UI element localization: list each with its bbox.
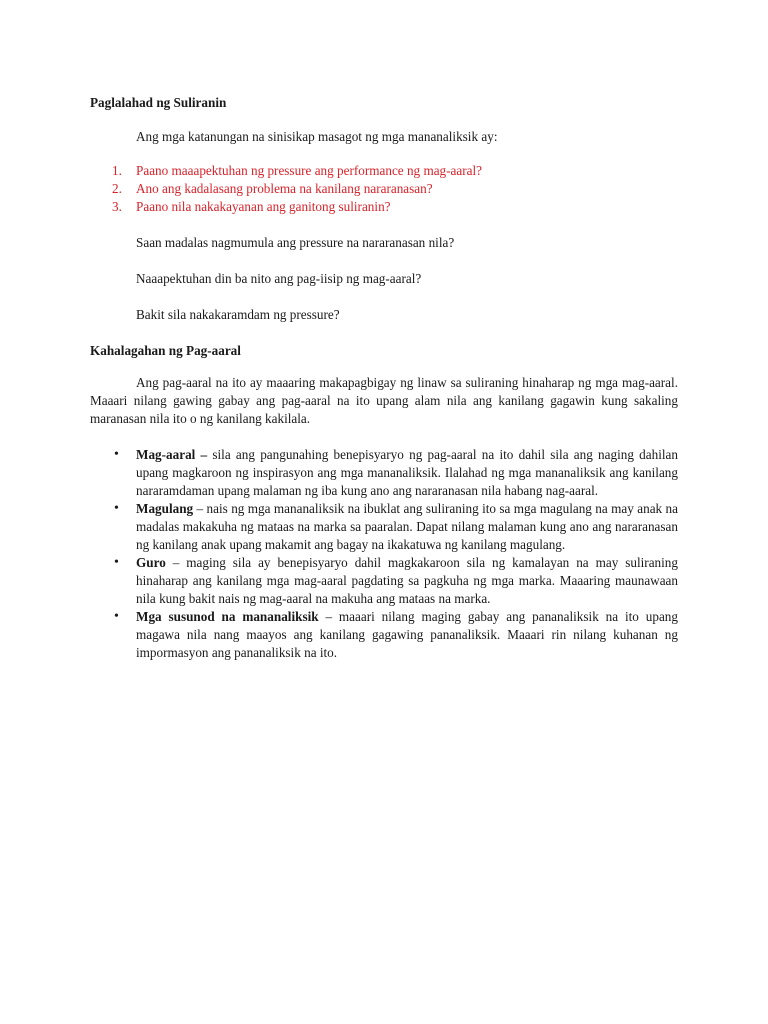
list-item: • Magulang – nais ng mga mananaliksik na ibuklat ang suliraning ito sa mga magulang na may anak na madalas makakuha ng mataas na marka sa paaralan. Dapat nilang malaman kung ano ang nararanasan ng kanilang anak upang makamit ang bagay na ikakatuwa ng kanilang magulang. [114, 501, 678, 552]
beneficiaries-list [90, 446, 678, 662]
bullet-icon: • [114, 501, 119, 516]
sub-question: Bakit sila nakakaramdam ng pressure? [136, 307, 340, 322]
list-item: • Guro – maging sila ay benepisyaryo dahil magkakaroon sila ng kamalayan na may suliraning hinaharap ang kanilang mga mag-aaral pagdating sa pagkuha ng mga marka. Maaaring maunawaan nila kung bakit nais ng mag-aaral na makuha ang mataas na marka. [114, 555, 678, 606]
bullet-icon: • [114, 555, 119, 570]
significance-paragraph: Ang pag-aaral na ito ay maaaring makapagbigay ng linaw sa suliraning hinaharap ng mga mag-aaral. Maaari nilang gawing gabay ang pag-aaral na ito upang alam nila ang kanilang gagawin kung sakaling maranasan nila ito o ng kanilang kakilala. [90, 375, 678, 426]
sub-question: Naaapektuhan din ba nito ang pag-iisip ng mag-aaral? [136, 271, 422, 286]
list-item: 1. Paano maaapektuhan ng pressure ang performance ng mag-aaral? [112, 163, 483, 178]
bullet-icon: • [114, 447, 119, 462]
bullet-icon: • [114, 609, 119, 624]
research-questions-list [90, 162, 678, 216]
sub-question: Saan madalas nagmumula ang pressure na nararanasan nila? [136, 235, 455, 250]
list-item: • Mag-aaral – sila ang pangunahing benepisyaryo ng pag-aaral na ito dahil sila ang naging dahilan upang magkaroon ng inspirasyon ang mga mananaliksik. Ilalahad ng mga mananaliksik ang kanilang nararamdaman upang malaman ng iba kung ano ang nararanasan nila habang nag-aaral. [114, 447, 678, 498]
list-item: 3. Paano nila nakakayanan ang ganitong suliranin? [112, 199, 391, 214]
section-heading-kahalagahan: Kahalagahan ng Pag-aaral [90, 343, 241, 358]
list-item: 2. Ano ang kadalasang problema na kanilang nararanasan? [112, 181, 433, 196]
section-heading-paglalahad: Paglalahad ng Suliranin [90, 95, 227, 110]
intro-text: Ang mga katanungan na sinisikap masagot ng mga mananaliksik ay: [136, 129, 498, 144]
list-item: • Mga susunod na mananaliksik – maaari nilang maging gabay ang pananaliksik na ito upang magawa nila nang maayos ang kanilang gagawing pananaliksik. Maaari rin nilang kuhanan ng impormasyon ang pananaliksik na ito. [114, 609, 678, 660]
